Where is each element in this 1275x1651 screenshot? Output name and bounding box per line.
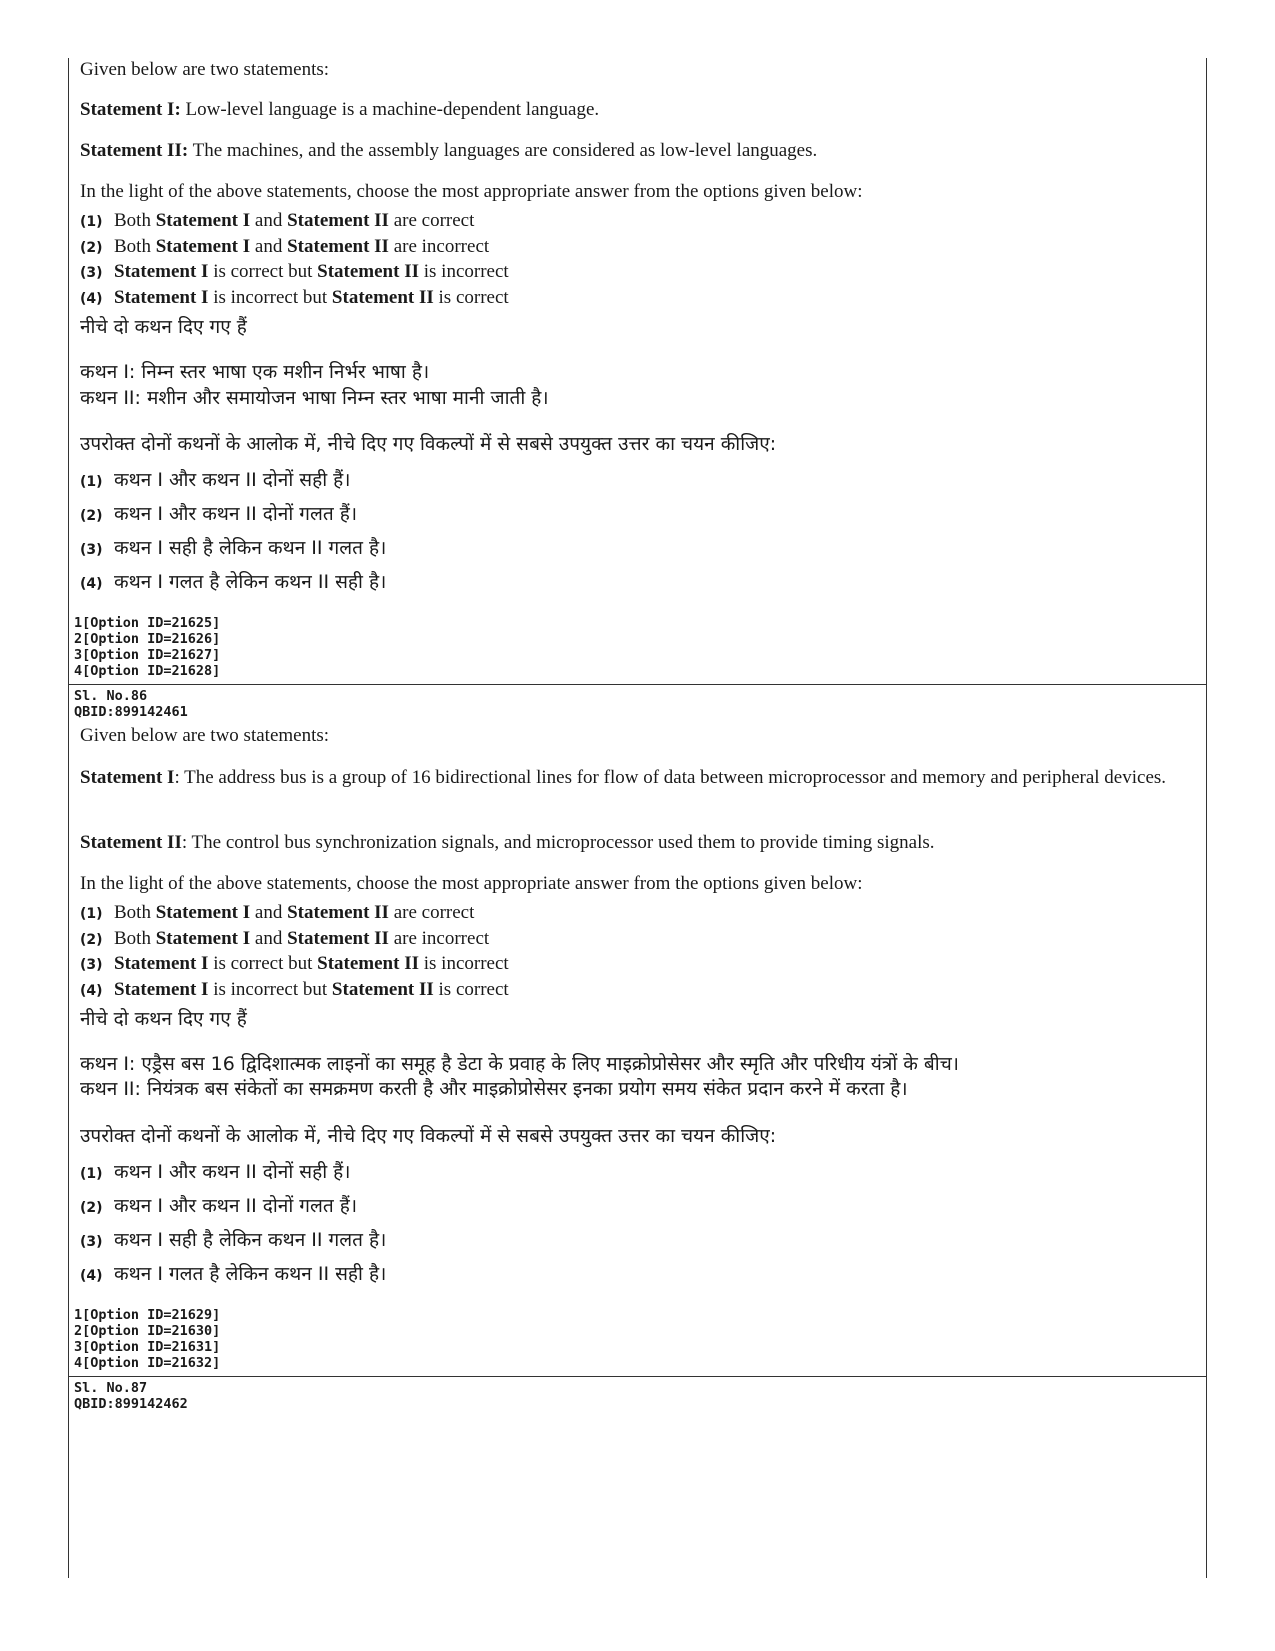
- option-number: (4): [80, 290, 103, 307]
- option-text: Statement I: [155, 235, 251, 257]
- option-text: Statement II: [287, 210, 389, 231]
- serial-number: Sl. No.87: [74, 1380, 148, 1396]
- hindi-option-2: [80, 503, 357, 528]
- option-text: is correct: [433, 978, 509, 1000]
- option-text: is incorrect but: [208, 286, 332, 308]
- statement-1-text: Low-level language is a machine-dependent language.: [180, 99, 600, 120]
- option-text: Statement II: [317, 261, 419, 282]
- statement-2-label: Statement II: [80, 832, 182, 853]
- hindi-option-3: [80, 537, 386, 562]
- option-text: Statement I: [114, 286, 209, 308]
- option-3: [80, 260, 509, 285]
- option-text: कथन I सही है लेकिन कथन II गलत है।: [114, 537, 387, 559]
- question-instruction: In the light of the above statements, choose the most appropriate answer from the options given below:: [80, 181, 863, 202]
- hindi-instruction: उपरोक्त दोनों कथनों के आलोक में, नीचे दिए गए विकल्पों में से सबसे उपयुक्त उत्तर का चयन कीजिए:: [80, 433, 777, 455]
- option-1: [80, 901, 474, 926]
- statement-2: [80, 831, 935, 854]
- option-text: कथन I और कथन II दोनों गलत हैं।: [114, 1195, 358, 1217]
- hindi-option-3: [80, 1229, 386, 1254]
- hindi-intro: नीचे दो कथन दिए गए हैं: [80, 316, 247, 338]
- option-number: (2): [80, 931, 103, 948]
- statement-1: [80, 766, 1180, 789]
- option-id: 3[Option ID=21627]: [74, 647, 221, 663]
- question-paper-page: [68, 58, 1207, 1578]
- option-4: [80, 978, 509, 1003]
- hindi-option-2: [80, 1195, 357, 1220]
- option-1: [80, 209, 474, 234]
- option-text: Statement II: [331, 978, 434, 1000]
- statement-1-label: Statement I:: [80, 99, 181, 120]
- option-text: कथन I और कथन II दोनों सही हैं।: [114, 469, 351, 491]
- option-text: Both: [114, 902, 156, 923]
- hindi-statement-2: कथन II: मशीन और समायोजन भाषा निम्न स्तर भाषा मानी जाती है।: [80, 387, 549, 409]
- hindi-option-4: [80, 571, 386, 596]
- option-2: [80, 927, 489, 952]
- option-id: 4[Option ID=21632]: [74, 1355, 221, 1371]
- option-number: (1): [80, 906, 103, 922]
- option-text: and: [250, 902, 288, 923]
- option-number: (3): [80, 957, 103, 973]
- option-text: कथन I गलत है लेकिन कथन II सही है।: [114, 1263, 387, 1285]
- option-text: is incorrect but: [208, 978, 332, 1000]
- statement-2-text: The machines, and the assembly languages are considered as low-level languages.: [188, 140, 818, 161]
- hindi-instruction: उपरोक्त दोनों कथनों के आलोक में, नीचे दिए गए विकल्पों में से सबसे उपयुक्त उत्तर का चयन कीजिए:: [80, 1125, 777, 1147]
- option-number: (1): [80, 474, 103, 490]
- statement-1-text: : The address bus is a group of 16 bidirectional lines for flow of data between microprocessor and memory and peripheral devices.: [174, 767, 1167, 788]
- option-text: Statement II: [287, 927, 389, 949]
- question-intro: Given below are two statements:: [80, 59, 330, 80]
- question-intro: Given below are two statements:: [80, 725, 330, 746]
- question-divider: [69, 1376, 1206, 1377]
- option-text: Statement I: [155, 210, 251, 231]
- option-text: Statement I: [114, 953, 209, 974]
- statement-2-text: : The control bus synchronization signals, and microprocessor used them to provide timing signals.: [181, 832, 935, 853]
- option-2: [80, 235, 489, 260]
- option-text: Statement II: [331, 286, 434, 308]
- option-number: (2): [80, 239, 103, 256]
- option-text: Both: [114, 927, 156, 949]
- option-text: Both: [114, 235, 156, 257]
- option-id: 2[Option ID=21630]: [74, 1323, 221, 1339]
- question-instruction: In the light of the above statements, choose the most appropriate answer from the options given below:: [80, 873, 863, 894]
- hindi-option-4: [80, 1263, 386, 1288]
- option-text: Statement I: [155, 927, 251, 949]
- option-text: and: [250, 235, 288, 257]
- option-number: (3): [80, 265, 103, 281]
- option-number: (1): [80, 1166, 103, 1182]
- option-id-list: [74, 1307, 220, 1371]
- option-id: 4[Option ID=21628]: [74, 663, 221, 679]
- qbid: QBID:899142462: [74, 1396, 188, 1412]
- option-number: (2): [80, 508, 103, 524]
- option-number: (4): [80, 1268, 103, 1284]
- option-id: 3[Option ID=21631]: [74, 1339, 221, 1355]
- option-id: 1[Option ID=21625]: [74, 615, 221, 631]
- option-id: 1[Option ID=21629]: [74, 1307, 221, 1323]
- option-text: Statement II: [287, 235, 389, 257]
- option-text: are incorrect: [388, 235, 490, 257]
- question-87-header: [74, 1380, 188, 1412]
- option-text: and: [250, 927, 288, 949]
- option-text: and: [250, 210, 288, 231]
- option-text: is incorrect: [419, 261, 509, 282]
- hindi-statement-1: कथन I: एड्रैस बस 16 द्विदिशात्मक लाइनों का समूह है डेटा के प्रवाह के लिए माइक्रोप्रोसेसर और स्मृति और परिधीय यंत्रों के बीच।: [80, 1053, 959, 1075]
- option-text: is correct but: [208, 261, 318, 282]
- option-text: are correct: [388, 902, 475, 923]
- option-text: कथन I और कथन II दोनों गलत हैं।: [114, 503, 358, 525]
- option-id-list: [74, 615, 220, 679]
- hindi-statement-1: कथन I: निम्न स्तर भाषा एक मशीन निर्भर भाषा है।: [80, 361, 430, 383]
- option-number: (1): [80, 214, 103, 230]
- hindi-option-1: [80, 1161, 350, 1186]
- option-id: 2[Option ID=21626]: [74, 631, 221, 647]
- option-3: [80, 952, 509, 977]
- question-86-header: [74, 688, 188, 720]
- statement-2-label: Statement II:: [80, 140, 189, 161]
- option-text: Both: [114, 210, 156, 231]
- option-text: Statement II: [317, 953, 419, 974]
- statement-1: [80, 98, 599, 121]
- option-text: are correct: [388, 210, 475, 231]
- option-number: (3): [80, 542, 103, 558]
- option-4: [80, 286, 509, 311]
- option-text: Statement I: [114, 261, 209, 282]
- option-text: are incorrect: [388, 927, 490, 949]
- statement-1-label: Statement I: [80, 767, 175, 788]
- qbid: QBID:899142461: [74, 704, 188, 720]
- option-text: is correct but: [208, 953, 318, 974]
- serial-number: Sl. No.86: [74, 688, 148, 704]
- question-divider: [69, 684, 1206, 685]
- option-text: is correct: [433, 286, 509, 308]
- option-number: (3): [80, 1234, 103, 1250]
- option-number: (4): [80, 982, 103, 999]
- option-text: Statement II: [287, 902, 389, 923]
- option-text: कथन I सही है लेकिन कथन II गलत है।: [114, 1229, 387, 1251]
- hindi-option-1: [80, 469, 350, 494]
- hindi-intro: नीचे दो कथन दिए गए हैं: [80, 1008, 247, 1030]
- option-text: is incorrect: [419, 953, 509, 974]
- option-text: Statement I: [114, 978, 209, 1000]
- hindi-statement-2: कथन II: नियंत्रक बस संकेतों का समक्रमण करती है और माइक्रोप्रोसेसर इनका प्रयोग समय संकेत प्रदान करने में करता है।: [80, 1078, 908, 1100]
- statement-2: [80, 139, 817, 162]
- option-number: (4): [80, 576, 103, 592]
- option-text: कथन I और कथन II दोनों सही हैं।: [114, 1161, 351, 1183]
- option-text: कथन I गलत है लेकिन कथन II सही है।: [114, 571, 387, 593]
- option-text: Statement I: [155, 902, 251, 923]
- option-number: (2): [80, 1200, 103, 1216]
